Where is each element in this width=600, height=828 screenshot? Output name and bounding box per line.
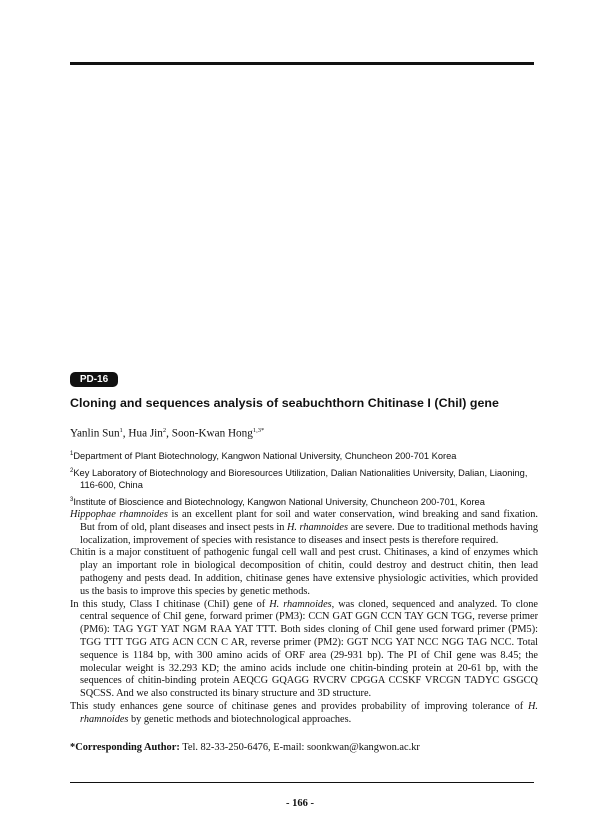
text-run: is an excellent plant for soil and water conservation, wind breaking and sand fixation. But from of old, plant diseases and insect pests in — [80, 509, 538, 533]
affiliation-3 — [70, 494, 540, 509]
contact-info: Tel. 82-33-250-6476, E-mail: soonkwan@kangwon.ac.kr — [179, 742, 420, 753]
paper-title: Cloning and sequences analysis of seabuchthorn Chitinase I (ChiI) gene — [70, 396, 499, 410]
corresponding-author — [70, 742, 420, 753]
footer-rule — [70, 782, 534, 783]
author-name: Hua Jin — [128, 427, 163, 440]
author-list — [70, 427, 264, 440]
session-badge: PD-16 — [70, 372, 118, 387]
abstract-paragraph-2: Chitin is a major constituent of pathogenic fungal cell wall and pest crust. Chitinases, a kind of enzymes which play an important role in biological decomposition of chitin, could destroy and destruct chitin, then lead pathogeny and pests dead. In addition, chitinase genes have extensive physiologic activities, which provided us the basis to improve this species by genetic methods. — [70, 547, 538, 597]
affiliation-1 — [70, 448, 540, 463]
text-run: This study enhances gene source of chitinase genes and provides probability of improving tolerance of — [70, 700, 528, 712]
abstract-paragraph-1 — [70, 509, 538, 547]
affiliation-2 — [70, 465, 540, 492]
author-affil-mark: 1 — [119, 427, 123, 434]
species-name: Hippophae rhamnoides — [70, 509, 168, 520]
affil-text: Department of Plant Biotechnology, Kangwon National University, Chuncheon 200-701 Korea — [73, 451, 457, 462]
affil-mark: 3 — [70, 496, 74, 503]
author-affil-mark: 1,3* — [252, 427, 265, 434]
author-separator: , — [166, 427, 172, 440]
species-name: H. rhamnoides — [286, 521, 348, 533]
species-name: H. rhamnoides — [269, 598, 332, 610]
author-affil-mark: 2 — [162, 427, 167, 434]
abstract-paragraph-3 — [70, 599, 538, 701]
corresponding-label: *Corresponding Author: — [70, 742, 180, 753]
text-run: are severe. Due to traditional methods having localization, improvement of species with resistance to diseases and insect pests is therefore required. — [80, 521, 538, 546]
abstract-paragraph-4 — [70, 701, 538, 727]
text-run: , was cloned, sequenced and analyzed. To clone central sequence of ChiI gene, forward primer (PM3): CCN GAT GGN CCN TAY GCN TGG, reverse primer (PM6): TAG YGT YAT NGM RAA YAT TTT. Both sides cloning of ChiI gene used forward primer (PM5): TGG TTT TGG ATG ACN CCN C AR, reverse primer (PM2): GGT NCG YAT NCC NGG TAG NCC. Total sequence is 1184 bp, with 300 amino acids of ORF area (29-931 bp). The PI of ChiI gene was 8.45; the molecular weight is 32.293 KD; the amino acids include one chitin-binding protein at 20-61 bp, with the sequences of chitin-binding protein AEQCG GQAGG RVCRV CPGGA CCSKF VRCGN TADYC GSGCQ SQCSS. And we also constructed its binary structure and 3D structure. — [80, 598, 539, 700]
affil-mark: 1 — [70, 451, 74, 457]
page-number: - 166 - — [286, 798, 314, 809]
affil-mark: 2 — [70, 467, 74, 474]
author-separator: , — [122, 427, 129, 440]
author-name: Soon-Kwan Hong — [171, 427, 253, 440]
text-run: In this study, Class I chitinase (ChiI) gene of — [70, 598, 270, 610]
header-rule — [70, 62, 534, 65]
abstract-body — [70, 509, 538, 727]
affiliations — [70, 448, 540, 511]
text-run: by genetic methods and biotechnological approaches. — [128, 713, 352, 725]
affil-text: Key Laboratory of Biotechnology and Bioresources Utilization, Dalian Nationalities University, Dalian, Liaoning, — [73, 467, 528, 478]
author-name: Yanlin Sun — [70, 427, 120, 440]
affil-text: Institute of Bioscience and Biotechnology, Kangwon National University, Chuncheon 200-701, Korea — [73, 497, 485, 508]
affil-text-cont: 116-600, China — [80, 480, 143, 491]
species-name: H. rhamnoides — [80, 700, 538, 725]
